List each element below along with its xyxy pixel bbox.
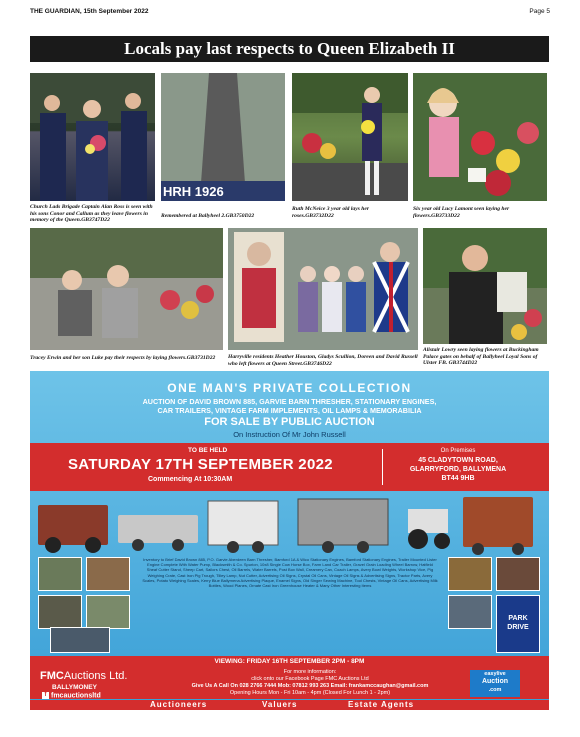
- services-strip: [30, 700, 549, 710]
- residents-illustration: [228, 228, 418, 350]
- photo-alistair-lowry: [423, 228, 547, 344]
- facebook-handle[interactable]: [42, 692, 101, 699]
- caption-3: Ruth McNeice 3 year old lays her roses.GB3732D22: [292, 206, 370, 219]
- auction-advert: [30, 371, 549, 710]
- easylive-text-1: easylive: [484, 671, 506, 677]
- viewing-times: VIEWING: FRIDAY 16TH SEPTEMBER 2PM - 8PM: [30, 656, 549, 667]
- address-line-2: GLARRYFORD, BALLYMENA: [409, 466, 507, 473]
- thumb-7: [496, 557, 540, 591]
- address-line-1: 45 CLADYTOWN ROAD,: [418, 457, 498, 464]
- caption-4: Six year old Lucy Lamont seen laying her flowers.GB3733D22: [413, 206, 510, 219]
- service-valuers: Valuers: [262, 700, 298, 709]
- brand-main: FMC: [40, 670, 64, 682]
- page-headline: Locals pay last respects to Queen Elizabeth II: [30, 36, 549, 62]
- contact-line-2: click onto our Facebook Page FMC Auctions Ltd: [251, 676, 369, 682]
- advert-instruction: On Instruction Of Mr John Russell: [233, 430, 346, 439]
- caption-5: Tracey Erwin and her son Luke pay their respects by laying flowers.GB3731D22: [30, 355, 216, 361]
- contact-line-4: Opening Hours Mon - Fri 10am - 4pm (Closed For Lunch 1 - 2pm): [229, 690, 391, 696]
- machinery-illustration: [38, 495, 538, 555]
- facebook-text: fmcauctionsltd: [51, 692, 101, 700]
- thumb-1: [38, 557, 82, 591]
- page-number: Page 5: [529, 8, 550, 15]
- thumb-5: [50, 627, 110, 653]
- photo-tracey-erwin: [30, 228, 223, 350]
- auction-date: SATURDAY 17TH SEPTEMBER 2022: [68, 456, 333, 473]
- advert-title: ONE MAN'S PRIVATE COLLECTION: [167, 381, 412, 395]
- advert-subtitle-2: CAR TRAILERS, VINTAGE FARM IMPLEMENTS, OIL LAMPS & MEMORABILIA: [157, 406, 422, 415]
- masthead: [30, 8, 550, 18]
- easylive-auction-logo[interactable]: [470, 670, 520, 697]
- publication-date: THE GUARDIAN, 15th September 2022: [30, 8, 149, 15]
- fmc-logo: [40, 670, 127, 682]
- to-be-held-label: TO BE HELD: [188, 447, 228, 454]
- easylive-text-2: Auction: [481, 678, 509, 685]
- caption-1: Church Lads Brigade Captain Alan Ross is seen with his sons Conor and Callum as they leave flowers in memory of the Queen.GB3747D22: [30, 204, 153, 224]
- man-flowers-illustration: [423, 228, 547, 344]
- photo-church-lads-brigade: [30, 73, 155, 201]
- facebook-icon: f: [42, 692, 49, 699]
- advert-footer: [30, 667, 549, 699]
- child-illustration: [292, 73, 408, 201]
- thumb-8: [448, 595, 492, 629]
- service-auctioneers: Auctioneers: [150, 700, 208, 709]
- thumb-2: [86, 557, 130, 591]
- photo-ruth-mcneice: [292, 73, 408, 201]
- machinery-photos: [38, 495, 538, 555]
- thumb-6: [448, 557, 492, 591]
- memorial-inscription: HRH 1926: [163, 184, 224, 199]
- park-drive-text: PARK DRIVE: [507, 615, 529, 631]
- thumb-3: [38, 595, 82, 629]
- photo-harryville-residents: [228, 228, 418, 350]
- advert-inventory: Inventory to Brief David Brown 885, P.O. Garvie Aberdeen Barn Thresher, Bamford 1A & Wico Stationary Engines, Bamford Stationary Engines, Trailer Mounted Lister Engine Complete With Water Pump, Blacksmith & Co. Spurion, 10x8 Single Cow Horse Box, Farm Land Car Trailer, Gravel Grain Loading Wheel Barrow, Hatfield Sheaf Cutter Stand, Sheep Cart, Sailors Chest, Oil Barrels, Water Barrels, Post Box Wall, Creamery Can, Coach Lamps, Avery Bowl Weights, Workshop Vice, Pig Weighing Crate, Cast Iron Pig Trough, Tilley Lamp, Nut Cutter, Advertising Oil Signs, Crystal Oil Cans, Vintage Oil Signs & Advertising Signs, Tractor Parts, Avery Scales, Potato Weighing Scales, Kerry Blue Ballymena Advertising Plaque, Enamel Signs, Old Singer Sewing Machine, Tool Chests, Vintage Oil Cans, Advertising Milk Bottles, Wood Planes, Ornate Cast Iron Greenhouse Heater & Many Other Interesting Items: [142, 557, 438, 589]
- memorial-illustration: [161, 73, 285, 201]
- photo-lucy-lamont: [413, 73, 547, 201]
- brand-location: BALLYMONEY: [52, 684, 97, 691]
- caption-7: Alistair Lowry seen laying flowers at Buckingham Palace gates on behalf of Ballyheel Loyal Sons of Ulster FB. GB3744D22: [423, 347, 539, 367]
- photo-ballyheel-memorial: [161, 73, 285, 201]
- people-illustration: [30, 73, 155, 201]
- child-flowers-illustration: [413, 73, 547, 201]
- contact-info: [175, 669, 445, 697]
- address-line-3: BT44 9HB: [441, 475, 475, 482]
- advert-date-banner: [30, 443, 549, 491]
- commencing-time: Commencing At 10:30AM: [148, 476, 233, 483]
- banner-divider: [382, 449, 383, 485]
- caption-6: Harryville residents Heather Houston, Gladys Scullion, Doreen and David Russell who left flowers at Queen Street.GB3746D22: [228, 354, 418, 367]
- advert-subtitle-1: AUCTION OF DAVID BROWN 885, GARVIE BARN THRESHER, STATIONARY ENGINES,: [142, 397, 437, 406]
- caption-2: Remembered at Ballyheel 2.GB3750D22: [161, 213, 255, 219]
- premises-label: On Premises: [440, 448, 476, 454]
- premises-address: [388, 447, 528, 483]
- contact-line-1: For more information:: [283, 669, 337, 675]
- brand-rest: Auctions Ltd.: [63, 670, 128, 682]
- service-estate-agents: Estate Agents: [348, 700, 415, 709]
- mother-son-illustration: [30, 228, 223, 350]
- advert-sale-line: FOR SALE BY PUBLIC AUCTION: [204, 416, 375, 428]
- easylive-text-3: .com: [488, 687, 502, 693]
- contact-line-3: Give Us A Call On 028 2766 7444 Mob: 07812 993 263 Email: frankamccaughan@gmail.com: [191, 683, 429, 689]
- park-drive-sign: [496, 595, 540, 653]
- thumb-4: [86, 595, 130, 629]
